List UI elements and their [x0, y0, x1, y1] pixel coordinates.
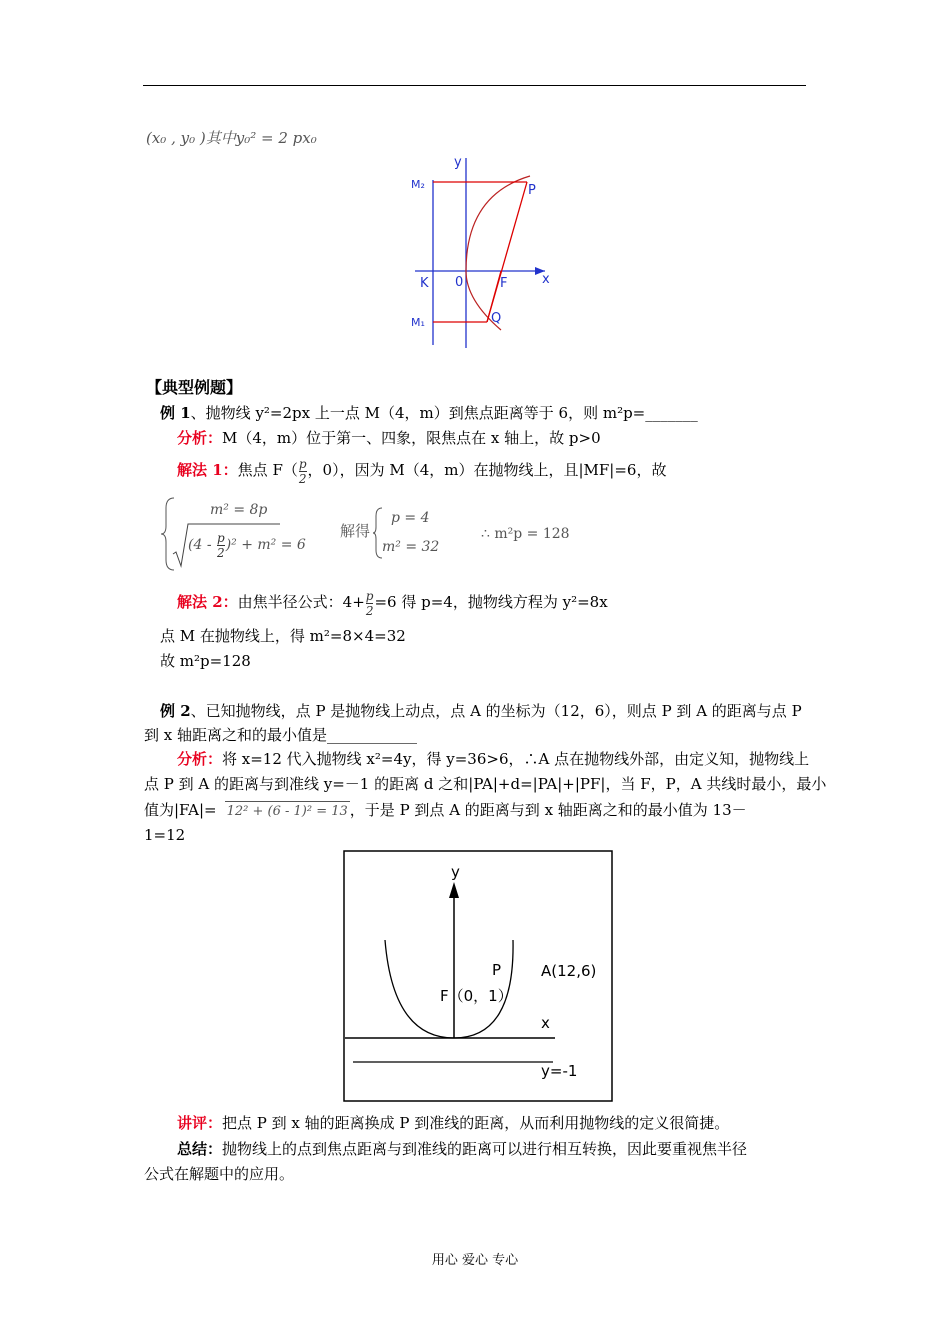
- figure-parabola-x2-4y: [343, 850, 615, 1103]
- example-2-text-a: 、已知抛物线，点 P 是抛物线上动点，点 A 的坐标为（12，6），则点 P 到 A 的距离与点 P: [190, 702, 802, 720]
- example-2-analysis-label: 分析：: [177, 750, 223, 768]
- solution-2-text-a: 由焦半径公式：4+: [237, 593, 365, 611]
- solution-1-text-a: 焦点 F（: [237, 461, 298, 479]
- section-title: 【典型例题】: [146, 378, 243, 397]
- header-rule: [143, 85, 806, 86]
- header-formula: (x₀ , y₀ )其中y₀² = 2 px₀: [146, 129, 317, 147]
- sqrt-formula: 12² + (6 - 1)² = 13: [225, 801, 350, 822]
- analysis-3-text-b: ，于是 P 到点 A 的距离与到 x 轴距离之和的最小值为 13－: [349, 801, 747, 819]
- fig1-O: 0: [455, 275, 464, 290]
- fig2-y-label: y: [451, 863, 460, 881]
- solution-2-text-b: =6 得 p=4，抛物线方程为 y²=8x: [374, 593, 608, 611]
- solution-1-label: 解法 1：: [177, 461, 238, 479]
- solution-2-label: 解法 2：: [177, 593, 238, 611]
- solution-1: [177, 452, 666, 488]
- analysis-3-text-a: 值为|FA|=: [144, 801, 217, 819]
- analysis-text: M（4，m）位于第一、四象，限焦点在 x 轴上，故 p>0: [222, 429, 601, 447]
- solution-2: [177, 584, 608, 620]
- fig1-x-label: x: [542, 272, 550, 287]
- summary-text-1: 抛物线上的点到焦点距离与到准线的距离可以进行相互转换，因此要重视焦半径: [222, 1140, 748, 1158]
- example-2-question-2: 到 x 轴距离之和的最小值是____________: [144, 726, 417, 744]
- fig1-F: F: [500, 276, 508, 291]
- summary-1: [177, 1139, 747, 1159]
- example-2-analysis-2: 点 P 到 A 的距离与到准线 y=－1 的距离 d 之和|PA|+d=|PA|+|PF|，当 F，P，A 共线时最小，最小: [144, 775, 827, 793]
- fig1-Q: Q: [491, 311, 502, 326]
- system-line-2: (4 - $\frac{p}{2}$ )² + m² = 6: [188, 530, 306, 560]
- summary-2: 公式在解题中的应用。: [144, 1165, 295, 1183]
- fraction-p-over-2-b: $\frac{p}{2}$: [217, 530, 225, 560]
- example-2-analysis-text-1: 将 x=12 代入抛物线 x²=4y，得 y=36>6，∴A 点在抛物线外部，由定义知，抛物线上: [222, 750, 810, 768]
- example-1-analysis: [177, 428, 601, 448]
- comment: [177, 1113, 729, 1133]
- analysis-label: 分析：: [177, 429, 223, 447]
- comment-label: 讲评：: [177, 1114, 223, 1132]
- system-line-1: m² = 8p: [210, 502, 268, 518]
- example-2-analysis-1: [177, 749, 809, 769]
- page-footer: 用心 爱心 专心: [431, 1253, 519, 1268]
- solution-1-text-b: ，0），因为 M（4，m）在抛物线上，且|MF|=6，故: [307, 461, 667, 479]
- example-1-line-a: 点 M 在抛物线上，得 m²=8×4=32: [160, 627, 406, 645]
- fig2-x-label: x: [541, 1014, 550, 1032]
- fig2-directrix-label: y=-1: [541, 1062, 578, 1080]
- example-2-question-1: [160, 701, 802, 721]
- fraction-p-over-2: $\frac{p}{2}$: [298, 456, 307, 486]
- example-1-text: 、抛物线 y²=2px 上一点 M（4，m）到焦点距离等于 6，则 m²p=_______: [190, 404, 698, 422]
- example-2-analysis-4: 1=12: [144, 826, 186, 844]
- figure-parabola-focal-chord: [405, 150, 565, 350]
- example-1-line-b: 故 m²p=128: [160, 652, 251, 670]
- result-line-1: p = 4: [391, 510, 430, 526]
- fig1-y-label: y: [454, 155, 462, 170]
- result-line-2: m² = 32: [382, 539, 440, 555]
- fig2-A-label: A(12,6): [541, 962, 597, 980]
- example-1-question: [160, 403, 698, 423]
- fig1-P: P: [528, 183, 536, 198]
- fig1-M2: M₂: [411, 178, 425, 191]
- comment-text: 把点 P 到 x 轴的距离换成 P 到准线的距离，从而利用抛物线的定义很简捷。: [222, 1114, 730, 1132]
- fraction-p-over-2-c: $\frac{p}{2}$: [365, 588, 374, 618]
- fig2-P-label: P: [492, 961, 502, 979]
- summary-label: 总结：: [177, 1140, 223, 1158]
- example-2-label: 例 2: [160, 702, 191, 720]
- fig2-F-label: F（0，1）: [440, 987, 513, 1005]
- fig1-M1: M₁: [411, 316, 425, 329]
- example-1-label: 例 1: [160, 404, 191, 422]
- fig1-K: K: [420, 276, 429, 291]
- therefore-result: ∴ m²p = 128: [481, 526, 570, 542]
- solve-word: 解得: [340, 522, 371, 540]
- example-2-analysis-3: [144, 800, 747, 822]
